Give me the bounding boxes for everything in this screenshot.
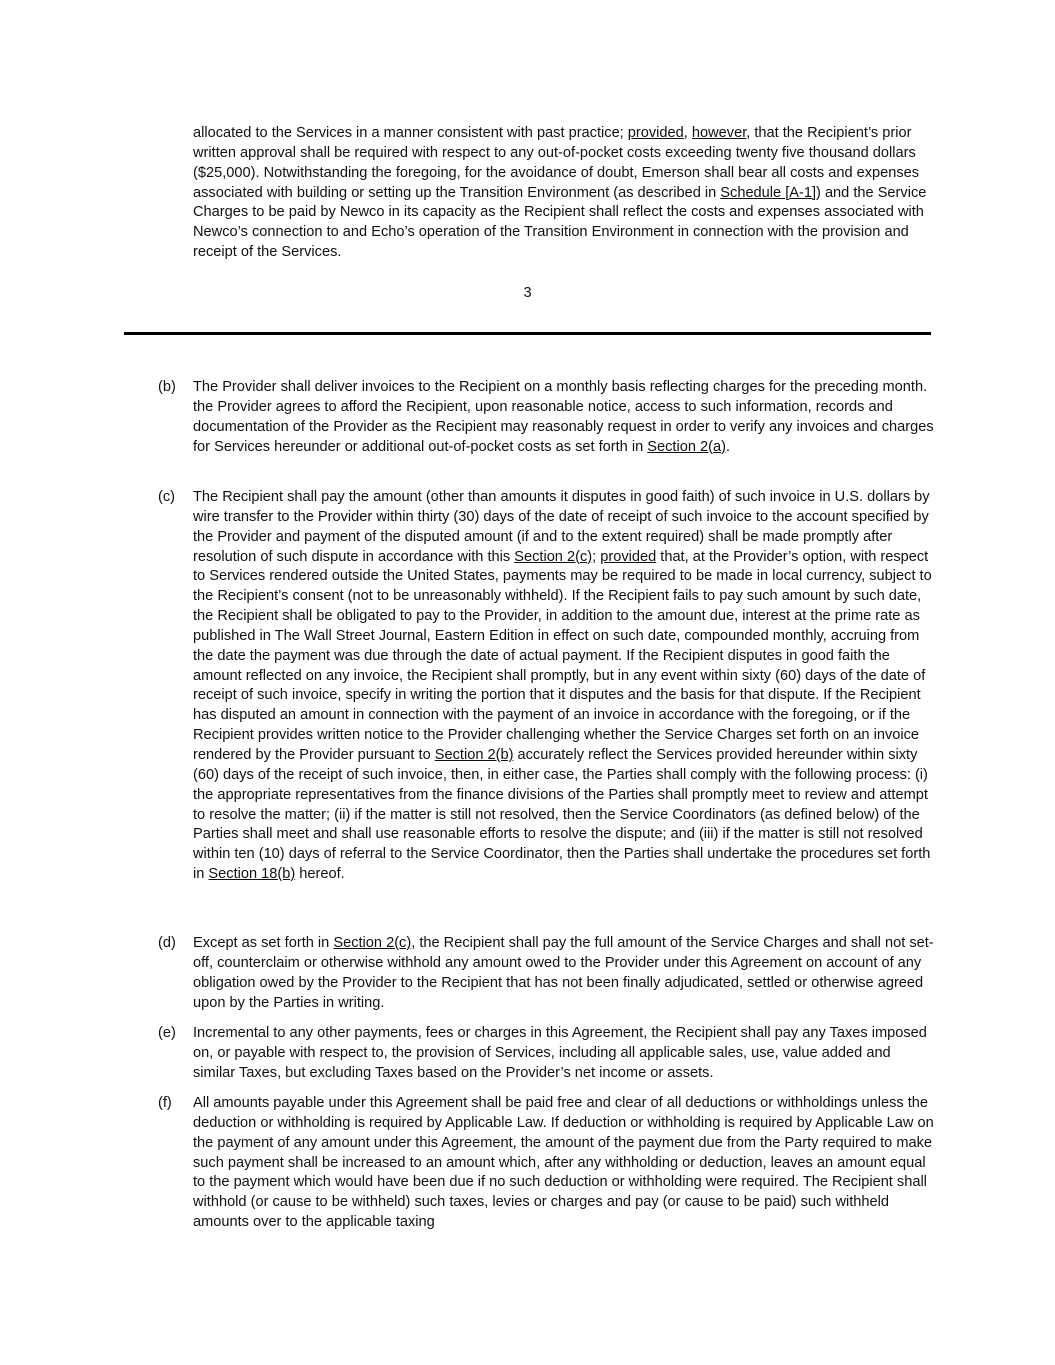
clause-f	[158, 1094, 936, 1233]
clause-b	[158, 378, 936, 457]
clause-c	[158, 488, 936, 885]
provided-term: provided	[627, 125, 684, 141]
page-break-rule	[124, 332, 931, 335]
clause-text-part: All amounts payable under this Agreement shall be paid free and clear of all deductions or withholdings unless the deduction or withholding is required by Applicable Law. If deduction or withholding is required by Applicable Law on the payment of any amount under this Agreement, the amount of the payment due from the Party required to make such payment shall be increased to an amount which, after any withholding or deduction, leaves an amount equal to the payment which would have been due if no such deduction or withholding were required. The Recipient shall withhold (or cause to be withheld) such taxes, levies or charges and pay (or cause to be paid) such withheld amounts over to the applicable taxing	[193, 1095, 934, 1231]
clause-text	[193, 488, 936, 885]
schedule-reference: Schedule [A-1]	[720, 184, 817, 201]
section-reference: Section 2(c)	[333, 935, 412, 951]
page-number: 3	[523, 285, 532, 301]
clause-text-part: .	[725, 438, 731, 455]
clause-text-part: Incremental to any other payments, fees or charges in this Agreement, the Recipient shall pay any Taxes imposed on, or payable with respect to, the provision of Services, including all applicable sales, use, value added and similar Taxes, but excluding Taxes based on the Provider’s net income or assets.	[193, 1025, 927, 1081]
clause-text-part: The Provider shall deliver invoices to the Recipient on a monthly basis reflecting charges for the preceding month. the Provider agrees to afford the Recipient, upon reasonable notice, access to such information, records and documentation of the Provider as the Recipient may reasonably request in order to verify any invoices and charges for Services hereunder or additional out-of-pocket costs as set forth in	[193, 379, 934, 455]
however-term: however	[691, 125, 747, 141]
clause-text-part: ;	[592, 548, 601, 565]
paragraph-text: , that the Recipient’s prior written approval shall be required with respect to any out-of-pocket costs exceeding twenty five thousand dollars ($25,000). Notwithstanding the foregoing, for the avoidance of doubt, Emerson shall bear all costs and expenses associated with building or setting up the Transition Environment (as described in	[193, 125, 920, 201]
clause-label: (d)	[158, 935, 176, 951]
paragraph-text: allocated to the Services in a manner consistent with past practice;	[193, 125, 628, 141]
section-reference: Section 2(c)	[514, 548, 593, 565]
clause-text-part: Except as set forth in	[193, 935, 334, 951]
clause-text-part: that, at the Provider’s option, with respect to Services rendered outside the United States, payments may be required to be made in local currency, subject to the Recipient’s consent (not to be unreasonably withheld). If the Recipient fails to pay such amount by such date, the Recipient shall be obligated to pay to the Provider, in addition to the amount due, interest at the prime rate as published in The Wall Street Journal, Eastern Edition in effect on such date, compounded monthly, accruing from the date the payment was due through the date of actual payment. If the Recipient disputes in good faith the amount reflected on any invoice, the Recipient shall promptly, but in any event within sixty (60) days of the date of receipt of such invoice, specify in writing the portion that it disputes and the basis for that dispute. If the Recipient has disputed an amount in connection with the payment of an invoice in accordance with the foregoing, or if the Recipient provides written notice to the Provider challenging whether the Service Charges set forth on an invoice rendered by the Provider pursuant to	[193, 548, 932, 763]
section-reference: Section 2(a)	[647, 438, 726, 455]
clause-text	[193, 1094, 936, 1233]
paragraph-continuation	[193, 124, 935, 263]
clause-text-part: hereof.	[295, 866, 345, 883]
clause-label: (e)	[158, 1025, 176, 1041]
provided-term: provided	[600, 548, 657, 565]
clause-text	[193, 1024, 936, 1084]
clause-text	[193, 378, 936, 457]
clause-text-part: accurately reflect the Services provided hereunder within sixty (60) days of the receipt of such invoice, then, in either case, the Parties shall comply with the following process: (i) the appropriate representatives from the finance divisions of the Parties shall promptly meet to review and attempt to resolve the matter; (ii) if the matter is still not resolved, then the Service Coordinators (as defined below) of the Parties shall meet and shall use reasonable efforts to resolve the dispute; and (iii) if the matter is still not resolved within ten (10) days of referral to the Service Coordinator, then the Parties shall undertake the procedures set forth in	[193, 746, 931, 883]
paragraph-text: ,	[683, 125, 692, 141]
clause-text-part: The Recipient shall pay the amount (other than amounts it disputes in good faith) of such invoice in U.S. dollars by wire transfer to the Provider within thirty (30) days of the date of receipt of such invoice to the account specified by the Provider and payment of the disputed amount (if and to the extent required) shall be made promptly after resolution of such dispute in accordance with this	[193, 489, 930, 565]
clause-e	[158, 1024, 936, 1084]
paragraph-text: ) and the Service Charges to be paid by Newco in its capacity as the Recipient shall reflect the costs and expenses associated with Newco’s connection to and Echo’s operation of the Transition Environment in connection with the provision and receipt of the Services.	[193, 184, 927, 261]
clause-label: (b)	[158, 379, 176, 395]
clause-text	[193, 934, 936, 1013]
clause-d	[158, 934, 936, 1013]
clause-label: (c)	[158, 489, 176, 505]
section-reference: Section 2(b)	[434, 746, 514, 763]
section-reference: Section 18(b)	[208, 866, 296, 883]
clause-label: (f)	[158, 1095, 172, 1111]
clause-text-part: , the Recipient shall pay the full amount of the Service Charges and shall not set-off, counterclaim or otherwise withhold any amount owed to the Provider under this Agreement on account of any obligation owed by the Provider to the Recipient that has not been finally adjudicated, settled or otherwise agreed upon by the Parties in writing.	[193, 935, 934, 1011]
